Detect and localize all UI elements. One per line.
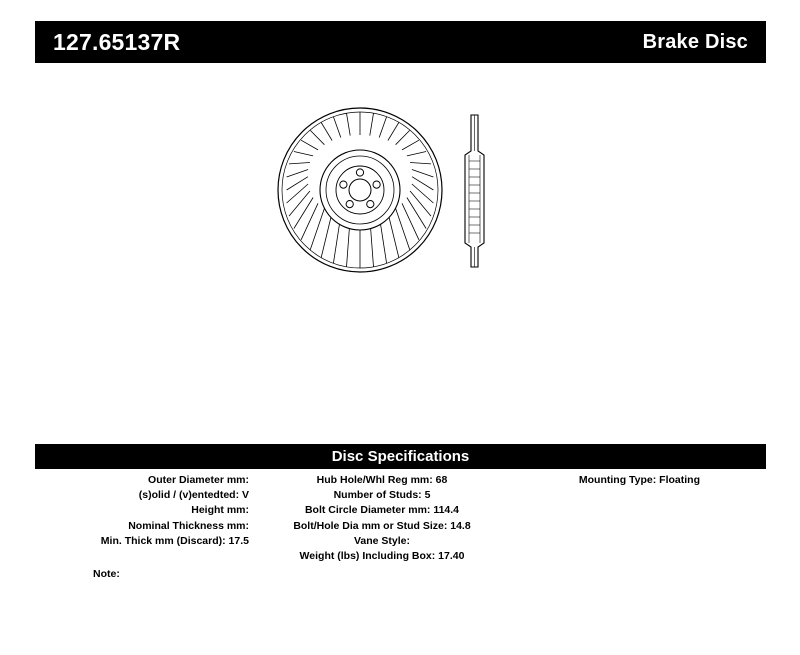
brake-rotor-face-view <box>278 108 442 272</box>
note-label: Note: <box>93 568 120 580</box>
spec-item: Bolt/Hole Dia mm or Stud Size: 14.8 <box>293 519 471 532</box>
spec-item: Vane Style: <box>353 534 411 547</box>
spec-item: Nominal Thickness mm: <box>128 519 249 532</box>
spec-title-bar <box>35 444 766 469</box>
spec-item: Weight (lbs) Including Box: 17.40 <box>299 550 465 563</box>
spec-title: Disc Specifications <box>331 448 470 465</box>
note-row <box>35 568 766 580</box>
spec-item: (s)olid / (v)entedted: V <box>138 489 249 502</box>
spec-item: Hub Hole/Whl Reg mm: 68 <box>316 474 448 486</box>
header-bar <box>35 21 766 63</box>
product-illustration <box>275 95 525 285</box>
spec-item: Bolt Circle Diameter mm: 114.4 <box>304 504 460 517</box>
spec-item: Outer Diameter mm: <box>148 474 249 486</box>
spec-column-middle <box>253 473 511 563</box>
spec-item: Min. Thick mm (Discard): 17.5 <box>100 534 249 547</box>
spec-item: Mounting Type: Floating <box>578 474 700 486</box>
spec-column-left <box>35 473 253 553</box>
product-type-label: Brake Disc <box>642 31 748 53</box>
spec-column-right <box>511 473 766 553</box>
spec-item: Number of Studs: 5 <box>333 489 431 502</box>
brake-rotor-edge-view <box>465 115 484 267</box>
spec-columns <box>35 473 766 563</box>
part-number: 127.65137R <box>53 28 181 55</box>
spec-item: Height mm: <box>191 504 249 517</box>
